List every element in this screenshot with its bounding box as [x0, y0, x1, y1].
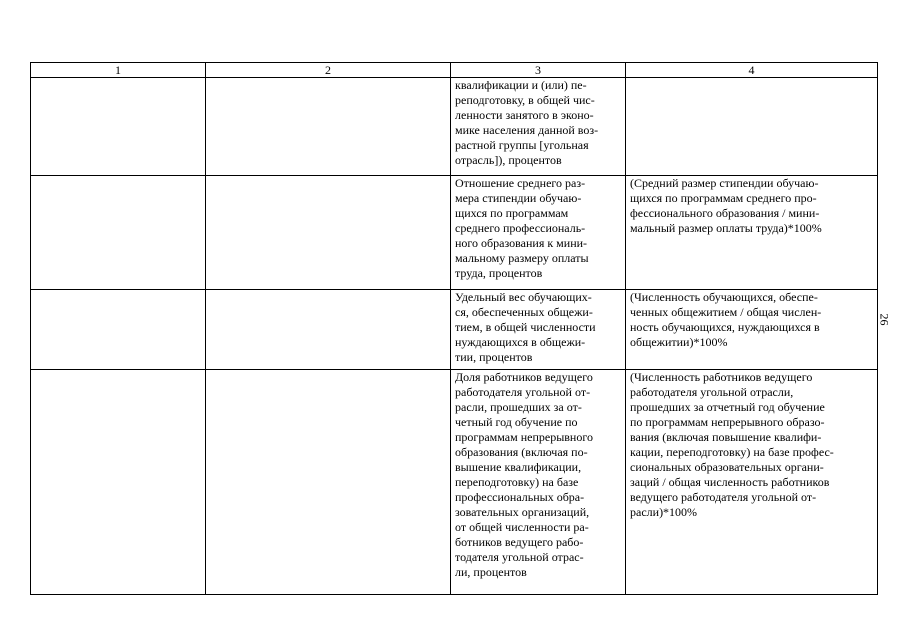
document-table	[30, 62, 878, 595]
table-cell: Отношение среднего раз- мера стипендии обучаю- щихся по программам среднего профессиональ- ного образования к мини- мальному размеру оплаты труда, процентов	[451, 176, 626, 290]
table-cell	[626, 78, 878, 176]
table-row	[31, 176, 878, 290]
table-cell: (Средний размер стипендии обучаю- щихся по программам среднего про- фессионального образования / мини- мальный размер оплаты труда)*100%	[626, 176, 878, 290]
table-cell	[31, 78, 206, 176]
table-cell	[206, 290, 451, 370]
table-cell: квалификации и (или) пе- реподготовку, в общей чис- ленности занятого в эконо- мике населения данной воз- растной группы [угольная отрасль]), процентов	[451, 78, 626, 176]
table-cell	[31, 370, 206, 595]
column-header-1: 1	[31, 63, 206, 78]
table-cell	[206, 78, 451, 176]
table-cell: Доля работников ведущего работодателя угольной от- расли, прошедших за от- четный год обучение по программам непрерывного образования (включая по- вышение квалификации, переподготовку) на базе профессиональных обра- зовательных организаций, от общей численности ра- ботников ведущего рабо- тодателя угольной отрас- ли, процентов	[451, 370, 626, 595]
table-cell: Удельный вес обучающих- ся, обеспеченных общежи- тием, в общей численности нуждающихся в общежи- тии, процентов	[451, 290, 626, 370]
table-cell: (Численность работников ведущего работодателя угольной отрасли, прошедших за отчетный год обучение по программам непрерывного образо- вания (включая повышение квалифи- кации, переподготовку) на базе профес- сиональных образовательных органи- заций / общая численность работников ведущего работодателя угольной от- расли)*100%	[626, 370, 878, 595]
column-header-2: 2	[206, 63, 451, 78]
table-row	[31, 370, 878, 595]
column-header-3: 3	[451, 63, 626, 78]
page-number: 26	[877, 313, 892, 326]
table-cell: (Численность обучающихся, обеспе- ченных общежитием / общая числен- ность обучающихся, нуждающихся в общежитии)*100%	[626, 290, 878, 370]
column-header-4: 4	[626, 63, 878, 78]
table-cell	[31, 176, 206, 290]
table-cell	[206, 176, 451, 290]
table-cell	[31, 290, 206, 370]
table-header-row	[31, 63, 878, 78]
table-row	[31, 78, 878, 176]
table-cell	[206, 370, 451, 595]
table-row	[31, 290, 878, 370]
